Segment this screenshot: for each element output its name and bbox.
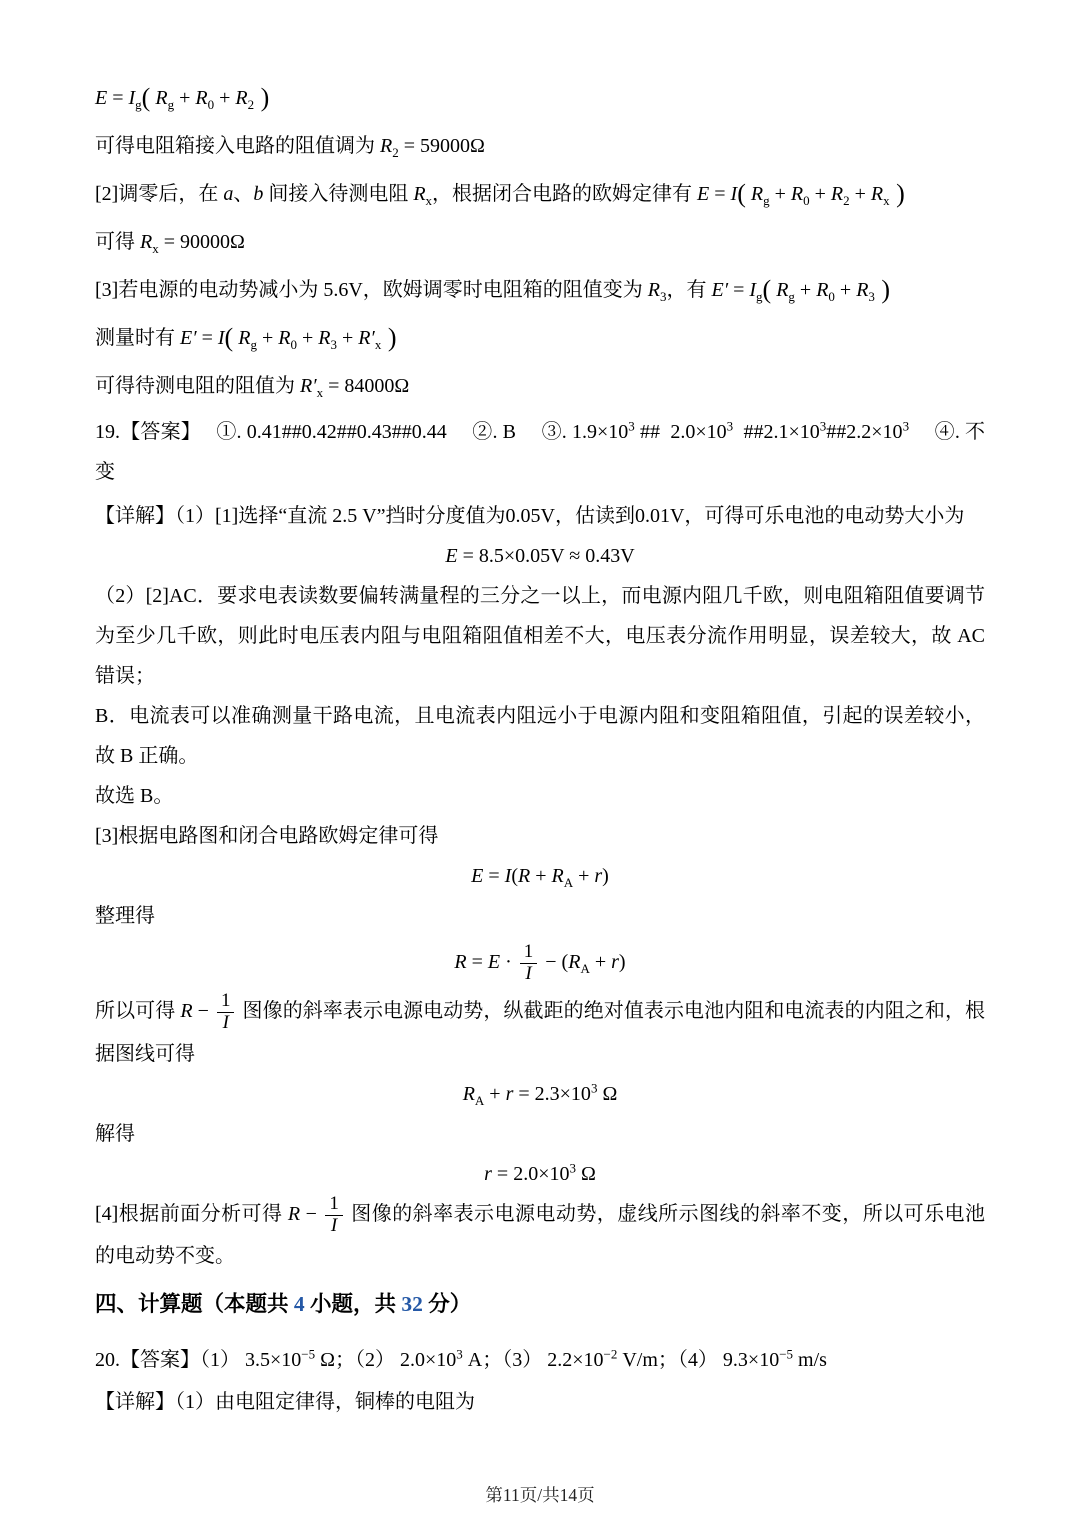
section-heading-calculation	[95, 1280, 985, 1328]
text-run: ；（2）	[335, 1349, 400, 1372]
paragraph-option-analysis	[95, 576, 990, 696]
text-run: 【详解】（1）[1]选择“直流 2.5 V”挡时分度值为0.05V，估读到0.01V，可得可乐电池的电动势大小为	[95, 505, 965, 527]
formula: $E' = I_g$( $R_g + R_0 + R_3$ )	[711, 275, 891, 305]
formula: E = I( $R_g + R_0 + R_2 + R_x$ )	[697, 179, 905, 209]
text-run: 可得	[95, 231, 140, 253]
highlight-number: 4	[293, 1292, 305, 1317]
text-run: 图像的斜率表示电源电动势，纵截距的绝对值表示电池内阻和电流表的内阻之和，根据图线可得	[95, 999, 986, 1065]
text-run: ④. 不变	[95, 421, 986, 483]
text-run: B．电流表可以准确测量干路电流，且电流表内阻远小于电源内阻和变阻箱阻值，引起的误差较小，故 B 正确。	[95, 705, 985, 767]
formula: $E = I(R + R_A + r)$	[471, 865, 609, 890]
text-run: 测量时有	[95, 327, 180, 349]
highlight-number: 32	[401, 1292, 423, 1317]
paragraph-step3	[95, 268, 985, 312]
paragraph-rx-value	[95, 220, 985, 264]
paragraph-slope-meaning	[95, 991, 985, 1074]
formula: R = E · $\frac{1}{I}$ − $(R_A + r)$	[454, 941, 626, 984]
formula: E = 8.5×0.05V ≈ 0.43V	[445, 545, 635, 567]
paragraph-detail-20	[95, 1382, 985, 1422]
text-run: 19.【答案】 ①. 0.41##0.42##0.43##0.44 ②. B ③.	[95, 421, 572, 443]
paragraph-measure	[95, 316, 985, 360]
text-run: ，有	[666, 279, 712, 301]
text-run: 故选 B。	[95, 785, 174, 807]
text-run: [3]根据电路图和闭合电路欧姆定律可得	[95, 825, 439, 847]
formula: $1.9\times 10^3$ ## $2.0\times 10^3$ $\#\#2.1\times 10^3\#\#2.2\times 10^3$	[571, 418, 910, 443]
answer-line-19	[95, 412, 985, 492]
text-run: ；（3）	[482, 1349, 548, 1372]
paragraph-r2-value	[95, 124, 985, 168]
formula: R − $\frac{1}{I}$	[288, 1203, 346, 1225]
text-run: 整理得	[95, 905, 155, 927]
paragraph-step2	[95, 172, 985, 216]
text-run: 可得待测电阻的阻值为	[95, 375, 300, 397]
formula-ra-plus-r	[95, 1074, 985, 1114]
text-run: 解得	[95, 1122, 135, 1145]
text-run: [3]若电源的电动势减小为 5.6V，欧姆调零时电阻箱的阻值变为	[95, 279, 648, 301]
formula: b	[253, 183, 264, 205]
text-run: 间接入待测电阻	[263, 183, 414, 205]
formula: $R_x = 90000\Omega$	[140, 231, 245, 256]
formula: $r = 2.0\times 10^3$ Ω	[484, 1159, 596, 1185]
formula: $R_2 = 59000\Omega$	[380, 135, 485, 160]
text-run: 小题，共	[304, 1292, 402, 1317]
text-run: ；（4）	[657, 1349, 723, 1372]
paragraph-step4	[95, 1194, 985, 1277]
text-run: [4]根据前面分析可得	[95, 1202, 288, 1225]
text-run: 四、计算题（本题共	[95, 1292, 294, 1317]
text-run: （2）[2]AC．要求电表读数要偏转满量程的三分之一以上，而电源内阻几千欧，则电阻箱阻值要调节为至少几千欧，则此时电压表内阻与电阻箱阻值相差不大，电压表分流作用明显，误差较大，故 AC 错误；	[95, 585, 990, 687]
formula-line-e-ig	[95, 76, 985, 120]
formula: $2.0\times 10^3$ A	[400, 1346, 483, 1372]
page-footer: 第11页/共14页	[485, 1485, 595, 1505]
formula: $2.2\times 10^{-2}$ V/m	[547, 1346, 658, 1372]
fraction: $\frac{1}{I}$	[520, 942, 538, 985]
formula: $3.5\times 10^{-5}$ Ω	[245, 1346, 335, 1372]
text-run: 【详解】（1）由电阻定律得，铜棒的电阻为	[95, 1391, 475, 1414]
formula-r-internal	[95, 1154, 985, 1194]
text-run: [2]调零后，在	[95, 183, 224, 205]
text-run: 图像的斜率表示电源电动势，虚线所示图线的斜率不变，所以可乐电池的电动势不变。	[95, 1202, 986, 1268]
formula: $R'_x = 84000\Omega$	[300, 375, 410, 400]
formula: $9.3\times 10^{-5}$ m/s	[722, 1346, 827, 1372]
formula-closed-circuit	[95, 856, 985, 896]
answer-line-20	[95, 1338, 985, 1382]
paragraph-detail-19	[95, 496, 985, 536]
paragraph-rearrange	[95, 896, 985, 936]
text-run: 分）	[422, 1292, 472, 1317]
text-run: 可得电阻箱接入电路的阻值调为	[95, 135, 380, 157]
formula-r-expression	[95, 942, 985, 985]
paragraph-option-b	[95, 696, 985, 776]
paragraph-rx-prime-value	[95, 364, 985, 408]
formula: $E = I_g$( $R_g + R_0 + R_2$ )	[95, 83, 270, 113]
text-run: 20.【答案】（1）	[95, 1349, 245, 1372]
formula: E′ = I( $R_g + R_0 + R_3 + R'_x$ )	[180, 323, 397, 353]
text-run: ，根据闭合电路的欧姆定律有	[432, 183, 698, 205]
paragraph-circuit-law	[95, 816, 985, 856]
formula: $R_x$	[413, 183, 433, 208]
paragraph-solve	[95, 1114, 985, 1154]
formula: R − $\frac{1}{I}$	[180, 1000, 237, 1022]
formula: a	[223, 183, 234, 205]
formula-emf-estimate	[95, 536, 985, 576]
text-run: 所以可得	[95, 999, 181, 1022]
fraction: $\frac{1}{I}$	[217, 991, 235, 1034]
formula: $R_3$	[647, 279, 667, 304]
fraction: $\frac{1}{I}$	[325, 1194, 343, 1237]
formula: $R_A + r = 2.3\times 10^3$ Ω	[462, 1079, 618, 1108]
paragraph-choose-b	[95, 776, 985, 816]
text-run: 、	[233, 183, 254, 205]
